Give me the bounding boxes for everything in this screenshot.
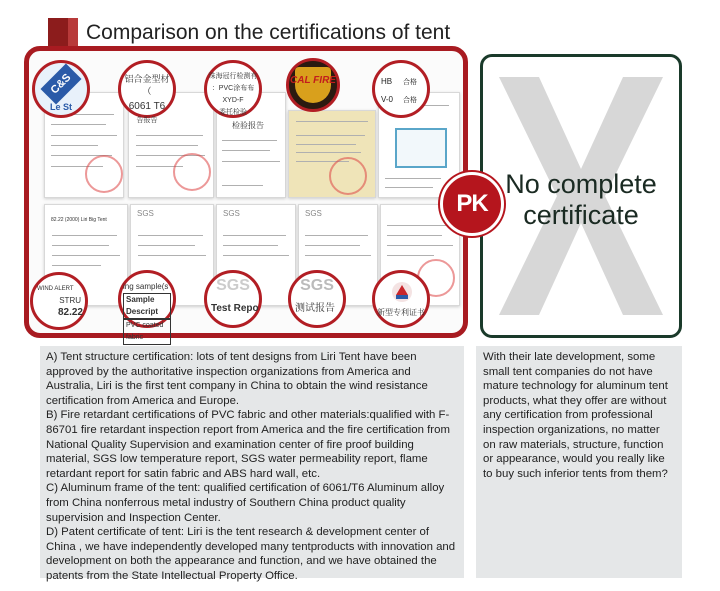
flammability-cert-badge <box>372 60 430 118</box>
no-certificate-panel <box>480 54 682 338</box>
cert-hb: HB <box>381 77 393 86</box>
cert-v0: V-0 <box>381 95 394 104</box>
patent-cert-badge <box>372 270 430 328</box>
certificate-doc <box>288 110 376 198</box>
wind-line-2: STRU <box>59 296 81 305</box>
paragraph-c: C) Aluminum frame of the tent: qualified certification of 6061/T6 Aluminum alloy from China nonferrous metal industry of Southern China product quality supervision and Inspection Center. <box>46 482 445 524</box>
wind-cert-badge <box>30 272 88 330</box>
fabric-cn-1: 珠海冠行检测有 <box>208 73 258 80</box>
sgs-mark: SGS <box>137 209 154 218</box>
sgs-mark: SGS <box>223 209 240 218</box>
aluminum-cert-badge <box>118 60 176 124</box>
big-tent-doc-title: 82.22 (2000) Liri Big Tent <box>51 217 107 223</box>
aluminum-cn: 铝合金型材（ <box>124 74 170 96</box>
test-report-badge <box>204 270 262 328</box>
sample-line-3: PVC coated fabric <box>123 319 171 345</box>
sample-line-1: ing sample(s <box>123 282 169 291</box>
cs-logo-text: C&S <box>40 63 81 104</box>
test-report-label: Test Repo <box>211 303 259 314</box>
wind-line-1: WIND ALERT <box>37 286 74 292</box>
competitor-paragraph: With their late development, some small tent companies do not have mature technology for aluminum tent products, what they offer are without any certification from professional inspection organizations, no matter on raw materials, structure, function or appearance, would you really like to buy such inferior tents from them? <box>483 351 668 480</box>
test-report-cn-badge <box>288 270 346 328</box>
fabric-cn-2: ：PVC涂布布 XYD-F <box>211 85 255 104</box>
sgs-mark: SGS <box>305 209 322 218</box>
sgs-watermark: SGS <box>300 277 334 294</box>
fabric-cn-3: 委托检验 <box>219 109 247 116</box>
pk-badge: PK <box>440 172 504 236</box>
cal-fire-badge <box>286 58 340 112</box>
paragraph-a: A) Tent structure certification: lots of tent designs from Liri Tent have been approved by the authoritative inspection organizations from America and Australia, Liri is the first tent company in China to obtain the wind resistance certification from America and Europe. <box>46 351 428 407</box>
paragraph-d: D) Patent certificate of tent: Liri is the tent research & development center of China , we have independently developed many tentproducts with innovation and development on both the appearance and function, and we have obtained the patents from the State Intellectual Property Office. <box>46 526 456 582</box>
patent-cn: 新型专利证书 <box>377 308 425 317</box>
aluminum-grade: 6061 T6 <box>128 101 166 112</box>
certification-description <box>40 346 464 582</box>
test-report-cn: 测试报告 <box>295 303 335 314</box>
title-marker <box>48 18 78 48</box>
sample-line-2: Sample Descript <box>123 293 171 319</box>
paragraph-b: B) Fire retardant certifications of PVC fabric and other materials:qualified with F-86701 fire retardant inspection report from America and the fire certification from National Quality Supervision and examination center of fire proof building material, SGS low temperature report, SGS water permeability report, flame retardant report for satin fabric and ABS hard wall, etc. <box>46 409 450 480</box>
cs-logo-badge <box>32 60 90 118</box>
no-certificate-text: No complete certificate <box>505 169 657 230</box>
cert-pass: 合格 <box>403 97 417 104</box>
page-title: Comparison on the certifications of tent <box>86 21 451 44</box>
wind-line-3: 82.22 <box>57 307 83 318</box>
fabric-cert-badge <box>204 60 262 118</box>
cert-pass: 合格 <box>403 79 417 86</box>
report-cn: 告报告 <box>136 117 158 124</box>
cal-fire-text: CAL FIRE <box>290 75 336 86</box>
patent-emblem-icon <box>391 281 413 303</box>
cs-logo-sub: Le St <box>49 102 72 112</box>
sgs-watermark: SGS <box>216 277 250 294</box>
inspection-report-label: 检验报告 <box>232 121 264 130</box>
sample-desc-badge <box>118 270 176 341</box>
competitor-description <box>476 346 682 578</box>
